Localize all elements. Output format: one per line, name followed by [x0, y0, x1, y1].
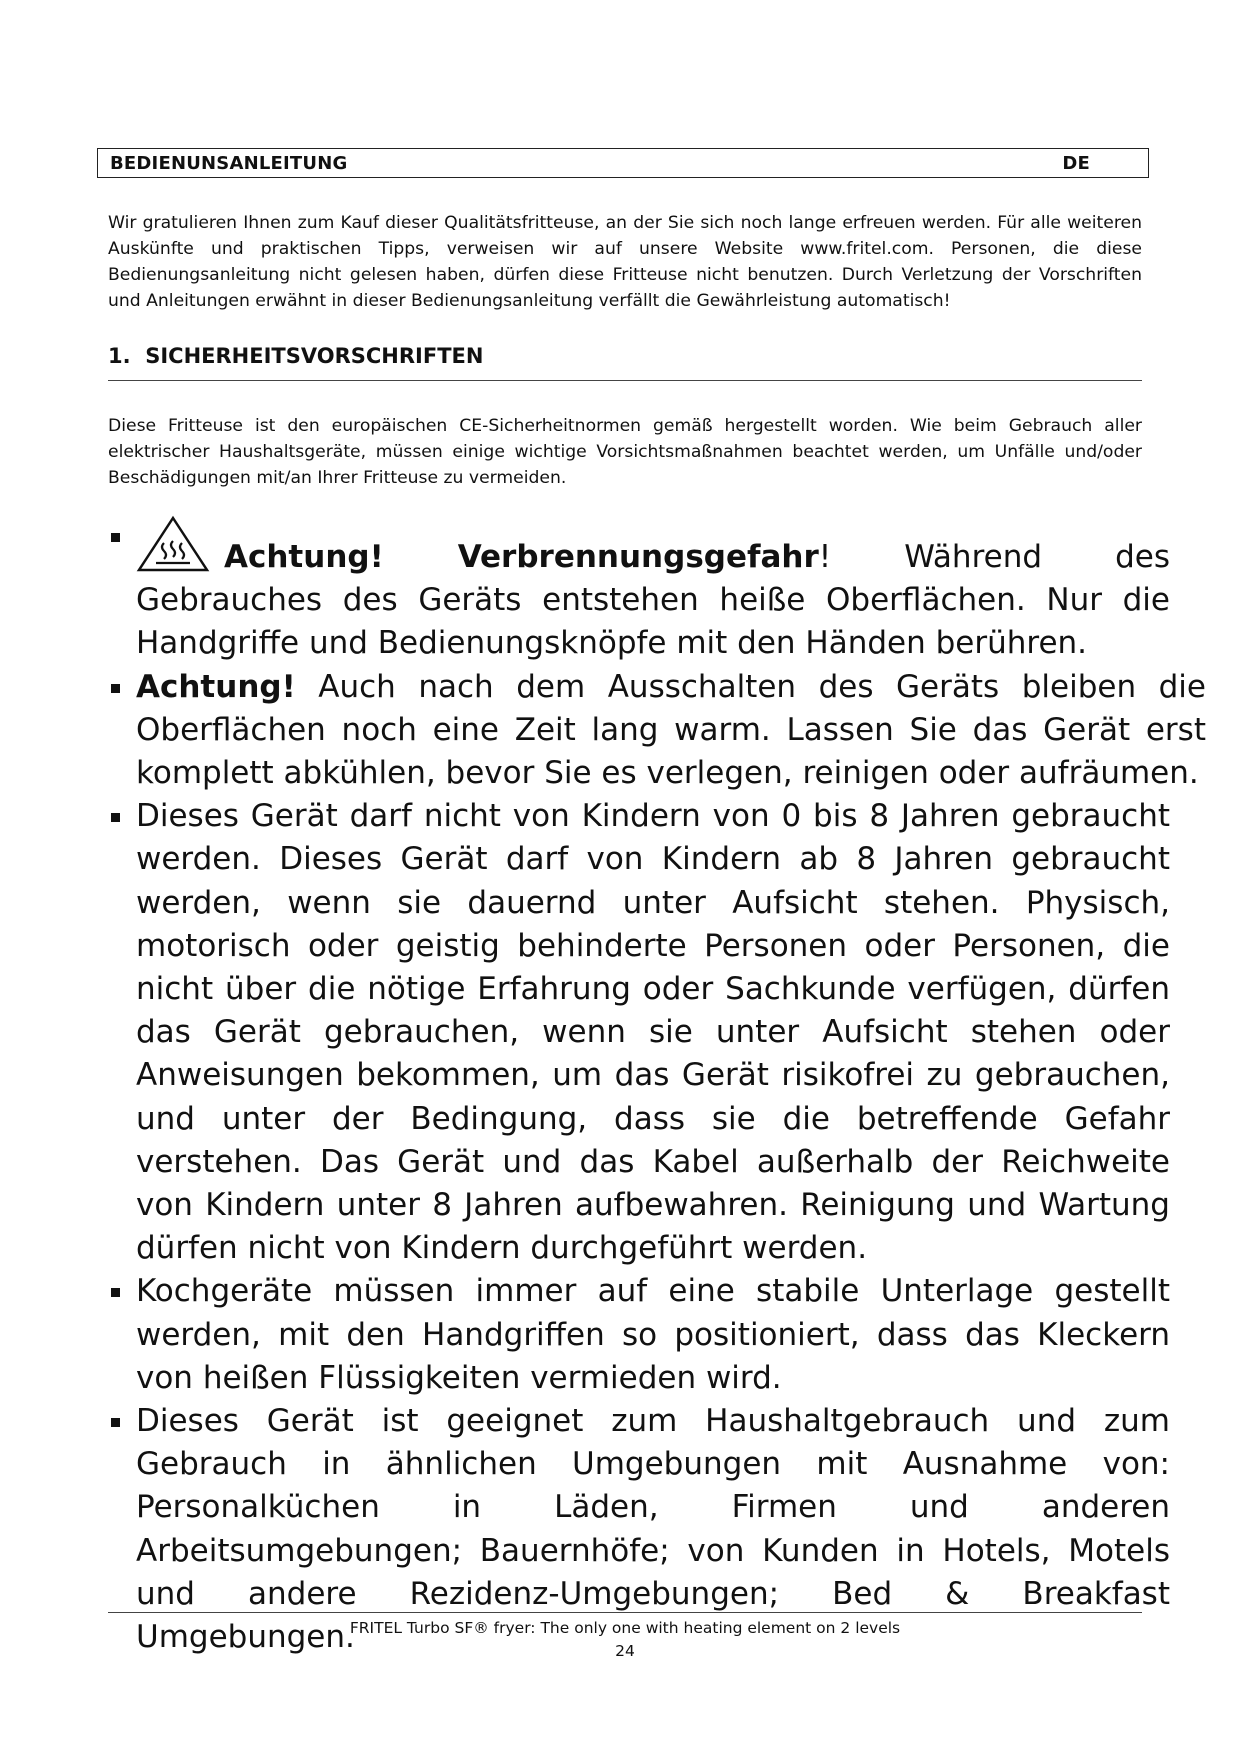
- bullet-text: ! Während des Gebrauches des Geräts entstehen heiße Oberflächen. Nur die Handgriffe und Bedienungsknöpfe mit den Händen berühren.: [136, 539, 1170, 662]
- page-number: 24: [615, 1642, 635, 1660]
- bullet-text: Auch nach dem Ausschalten des Geräts bleiben die Oberflächen noch eine Zeit lang warm. Lassen Sie das Gerät erst komplett abkühlen, bevor Sie es verlegen, reinigen oder aufräumen.: [136, 668, 1206, 792]
- list-item: [108, 795, 1170, 1270]
- section-title: SICHERHEITSVORSCHRIFTEN: [145, 344, 484, 368]
- bullet-text: Dieses Gerät ist geeignet zum Haushaltgebrauch und zum Gebrauch in ähnlichen Umgebungen mit Ausnahme von: Personalküchen in Läden, Firmen und anderen Arbeitsumgebungen; Bauernhöfe; von Kunden in Hotels, Motels und andere Rezidenz-Umgebungen; Bed & Breakfast Umgebungen.: [136, 1403, 1170, 1656]
- language-code: DE: [1062, 152, 1090, 174]
- section-heading: [108, 344, 1142, 368]
- intro-paragraph: Wir gratulieren Ihnen zum Kauf dieser Qualitätsfritteuse, an der Sie sich noch lange erfreuen werden. Für alle weiteren Auskünfte und praktischen Tipps, verweisen wir auf unsere Website www.fritel.com. Personen, die diese Bedienungsanleitung nicht gelesen haben, dürfen diese Fritteuse nicht benutzen. Durch Verletzung der Vorschriften und Anleitungen erwähnt in dieser Bedienungsanleitung verfällt die Gewährleistung automatisch!: [108, 213, 1142, 311]
- hot-surface-warning-icon: [136, 515, 210, 573]
- bullet-text: Kochgeräte müssen immer auf eine stabile Unterlage gestellt werden, mit den Handgriffen so positioniert, dass das Kleckern von heißen Flüssigkeiten vermieden wird.: [136, 1273, 1170, 1396]
- footer-divider: [108, 1612, 1142, 1613]
- list-item: [108, 1270, 1170, 1400]
- bullet-text: Dieses Gerät darf nicht von Kindern von 0 bis 8 Jahren gebraucht werden. Dieses Gerät darf von Kindern ab 8 Jahren gebraucht werden, wenn sie dauernd unter Aufsicht stehen. Physisch, motorisch oder geistig behinderte Personen oder Personen, die nicht über die nötige Erfahrung oder Sachkunde verfügen, dürfen das Gerät gebrauchen, wenn sie unter Aufsicht stehen oder Anweisungen bekommen, um das Gerät risikofrei zu gebrauchen, und unter der Bedingung, dass sie die betreffende Gefahr verstehen. Das Gerät und das Kabel außerhalb der Reichweite von Kindern unter 8 Jahren aufbewahren. Reinigung und Wartung dürfen nicht von Kindern durchgeführt werden.: [136, 798, 1170, 1267]
- bullet-lead: Achtung! Verbrennungsgefahr: [224, 539, 819, 575]
- section-divider: [108, 380, 1142, 381]
- safety-list: [108, 515, 1206, 1659]
- list-item: [108, 515, 1170, 666]
- bullet-lead: Achtung!: [136, 668, 296, 705]
- document-title: BEDIENUNSANLEITUNG: [110, 152, 348, 174]
- list-item: [108, 666, 1206, 796]
- section-number: 1.: [108, 344, 131, 368]
- section-intro-paragraph: Diese Fritteuse ist den europäischen CE-Sicherheitnormen gemäß hergestellt worden. Wie beim Gebrauch aller elektrischer Haushaltsgeräte, müssen einige wichtige Vorsichtsmaßnahmen beachtet werden, um Unfälle und/oder Beschädigungen mit/an Ihrer Fritteuse zu vermeiden.: [108, 416, 1142, 488]
- document-header: [97, 148, 1149, 178]
- footer-text: FRITEL Turbo SF® fryer: The only one with heating element on 2 levels: [349, 1619, 901, 1637]
